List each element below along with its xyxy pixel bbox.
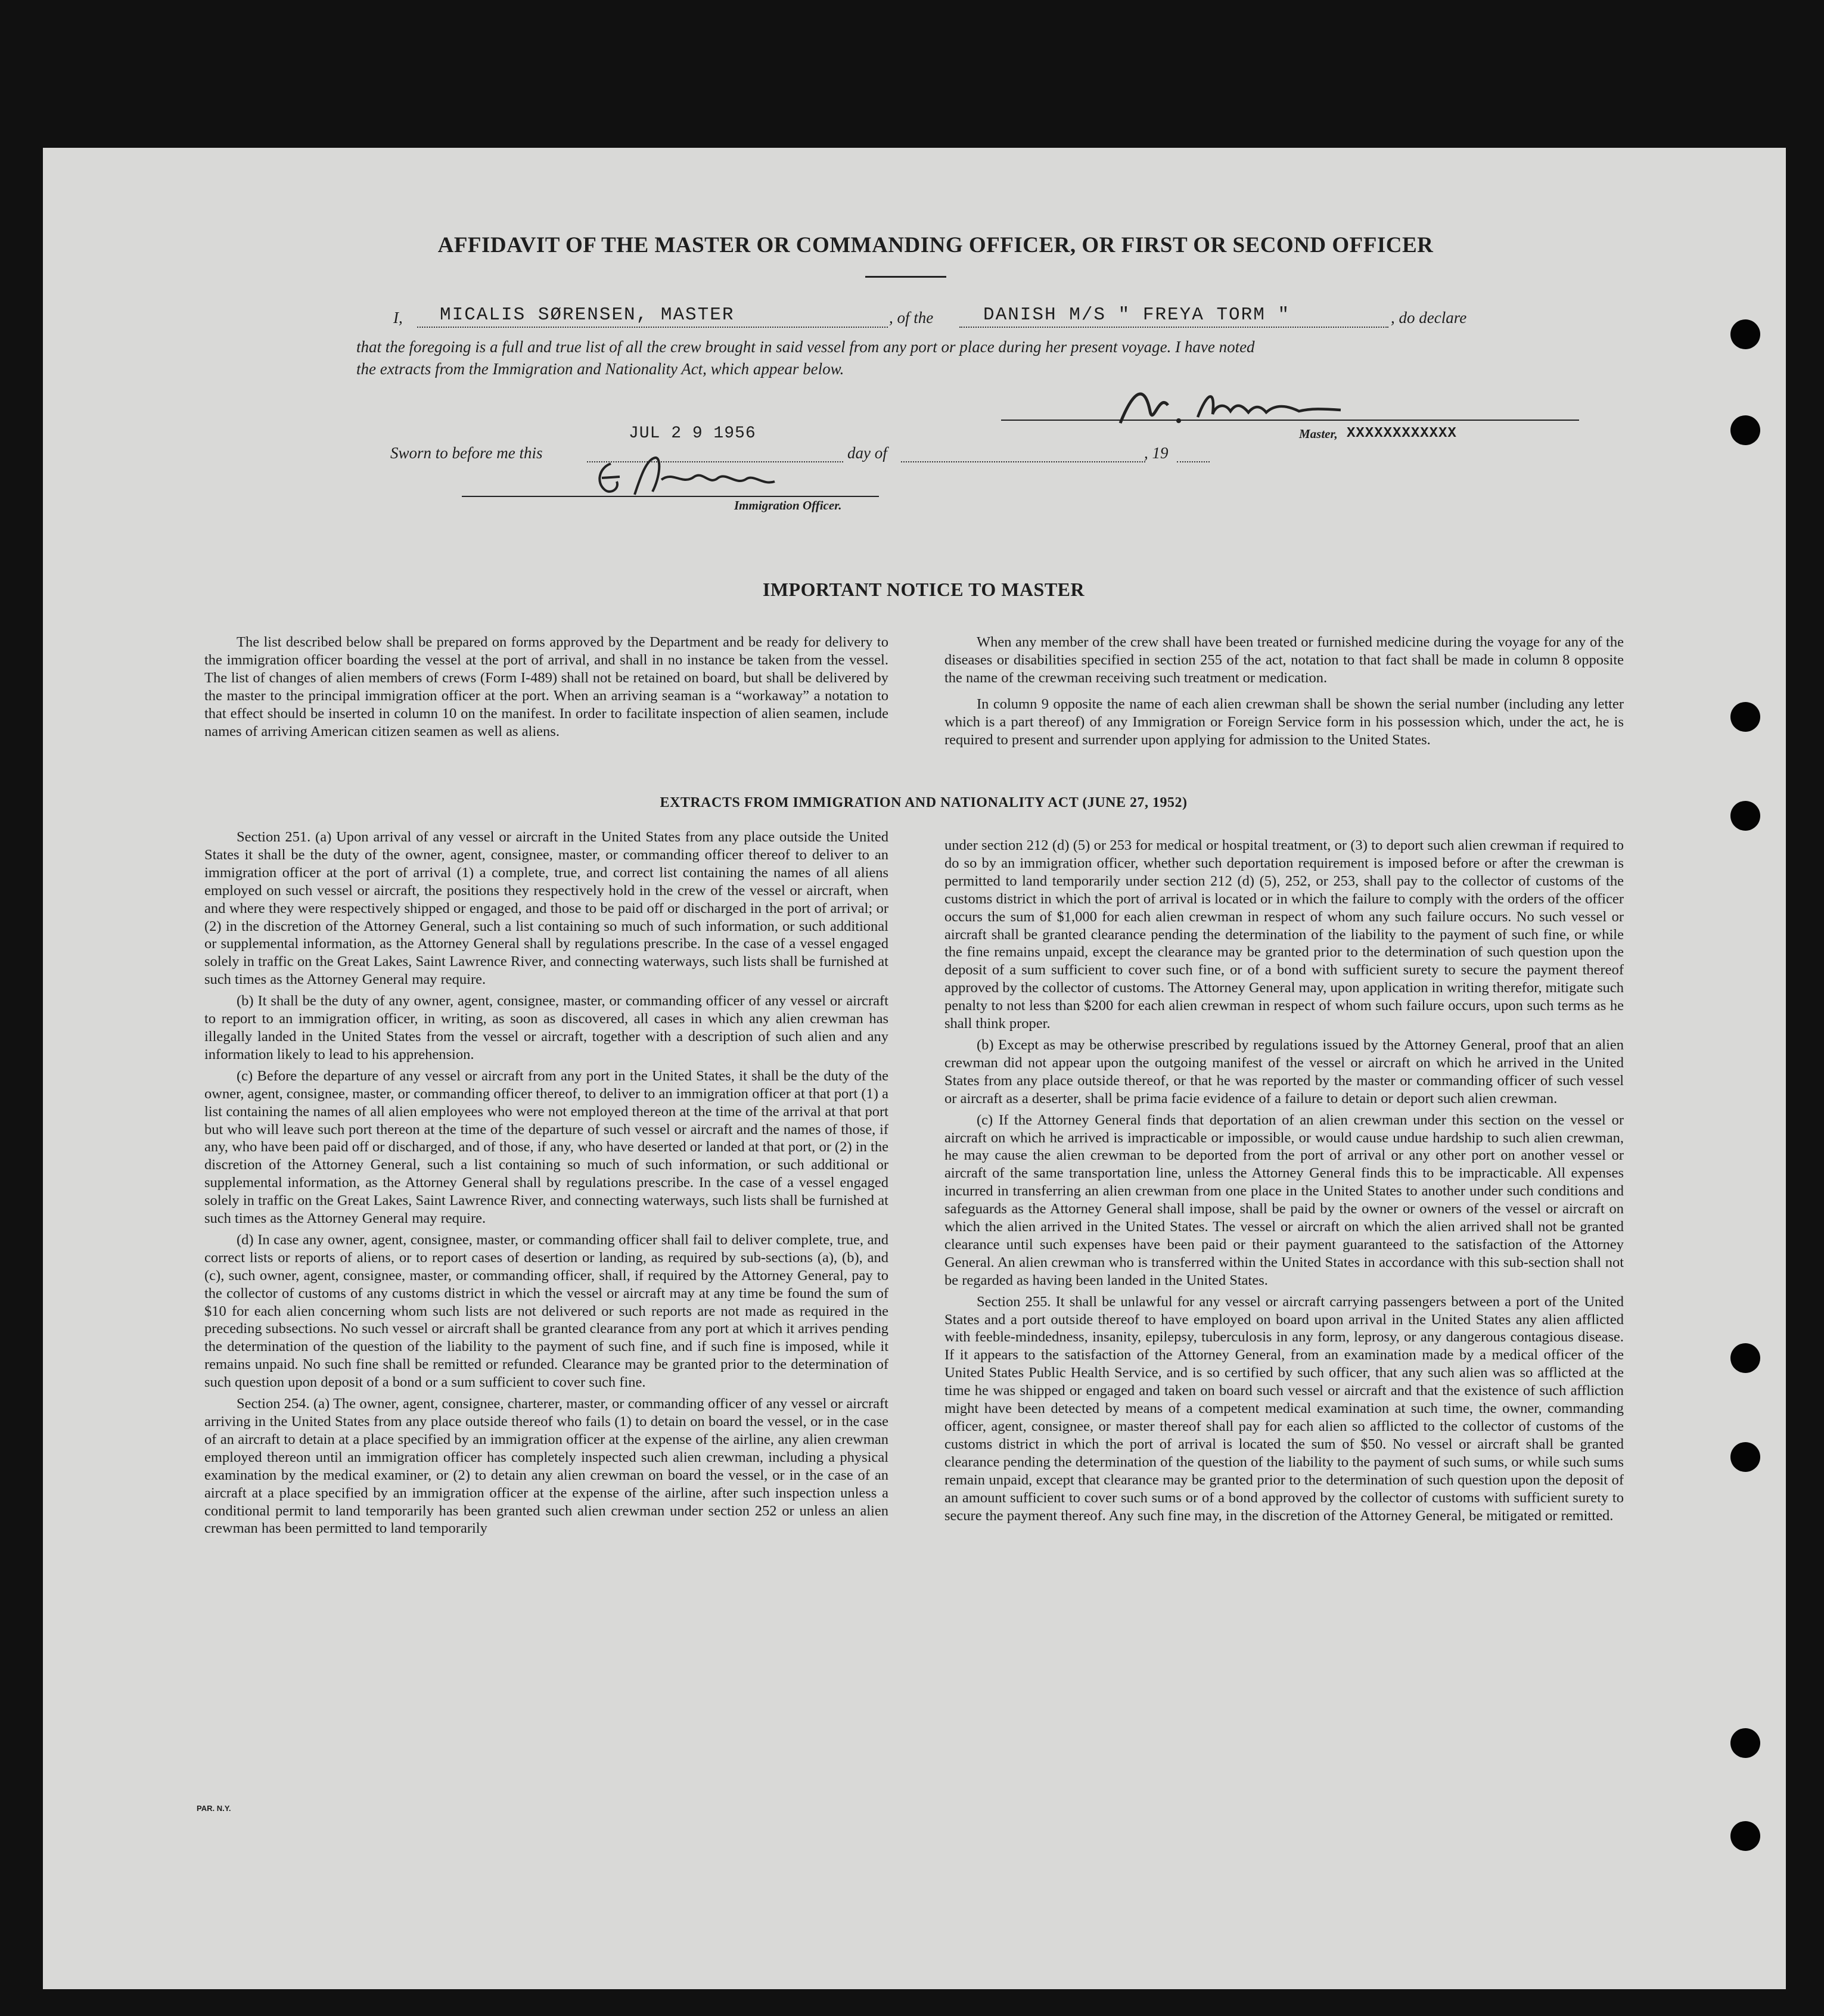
punch-hole (1730, 1343, 1760, 1373)
title-underline (865, 276, 946, 278)
punch-hole (1730, 1442, 1760, 1472)
punch-hole (1730, 1728, 1760, 1758)
punch-hole (1730, 1821, 1760, 1851)
punch-hole (1730, 319, 1760, 349)
notice-right-text-2: In column 9 opposite the name of each alien crewman shall be shown the serial number (including any letter which is a part thereof) of any Immigration or Foreign Service form in his possession which, under the act, he is required to present and surrender upon applying for admission to the United States. (944, 695, 1624, 748)
notice-left-column (204, 633, 888, 744)
section-251-a: Section 251. (a) Upon arrival of any vessel or aircraft in the United States from any place outside the United States it shall be the duty of the owner, agent, consignee, master, or commanding officer thereof to deliver to an immigration officer at the port of arrival (1) a complete, true, and correct list containing the names of all aliens employed on such vessel or aircraft, the positions they respectively hold in the crew of the vessel or aircraft, when and where they were respectively shipped or engaged, and those to be paid off or discharged in the port of arrival; or (2) in the discretion of the Attorney General, such a list containing so much of such information, or such additional or supplemental information, as the Attorney General shall by regulations prescribe. In the case of a vessel engaged solely in traffic on the Great Lakes, Saint Lawrence River, and connecting waterways, such lists shall be furnished at such times as the Attorney General may require. (204, 829, 888, 988)
section-254-a-continued: under section 212 (d) (5) or 253 for medical or hospital treatment, or (3) to deport such alien crewman if required to do so by an immigration officer, whether such deportation requirement is imposed before or after the crewman is permitted to land temporarily under section 212 (d) (5), 252, or 253, shall pay to the collector of customs of the customs district in which the port of arrival is located or in which the failure to comply with the orders of the officer occurs the sum of $1,000 for each alien crewman in respect of whom any such failure occurs. No such vessel or aircraft shall be granted clearance pending the determination of the liability to the payment of such fine, or while the fine remains unpaid, except the clearance may be granted prior to the determination of such question upon the deposit of a sum sufficient to cover such fine, or of a bond with sufficient surety to secure the payment thereof approved by the collector of customs. The Attorney General may, upon application in writing therefor, mitigate such penalty to not less than $200 for each alien crewman in respect of whom such failure occurs, upon such terms as he shall think proper. (944, 837, 1624, 1032)
punch-hole (1730, 702, 1760, 732)
vessel-name: DANISH M/S " FREYA TORM " (983, 305, 1291, 325)
section-251-b: (b) It shall be the duty of any owner, agent, consignee, master, or commanding officer of any vessel or aircraft to report to an immigration officer, in writing, as soon as discovered, all cases in which any alien crewman has illegally landed in the United States from the vessel or aircraft, together with a description of such alien and any information likely to lead to his apprehension. (204, 993, 888, 1063)
printer-mark: PAR. N.Y. (197, 1804, 231, 1813)
vessel-line (959, 327, 1388, 328)
officer-signature-line (462, 496, 879, 497)
master-label: Master, (1299, 427, 1338, 441)
affidavit-title: AFFIDAVIT OF THE MASTER OR COMMANDING OFFICER, OR FIRST OR SECOND OFFICER (437, 233, 1434, 257)
master-name: MICALIS SØRENSEN, MASTER (440, 305, 735, 325)
do-declare-label: , do declare (1391, 309, 1467, 327)
section-255: Section 255. It shall be unlawful for any vessel or aircraft carrying passengers between a port of the United States and a port outside thereof to have employed on board upon arrival in the United States any alien afflicted with feeble-mindedness, insanity, epilepsy, tuberculosis in any form, leprosy, or any dangerous contagious disease. If it appears to the satisfaction of the Attorney General, from an examination made by a medical officer of the United States Public Health Service, and is so certified by such officer, that any such alien was so afflicted at the time he was shipped or engaged and taken on board such vessel or aircraft and that the existence of such affliction might have been detected by means of a competent medical examination at such time, the owner, commanding officer, agent, consignee, or master thereof shall pay for each alien so afflicted to the collector of customs of the customs district in which the port of arrival is located the sum of $50. No vessel or aircraft shall be granted clearance pending the determination of the question of the liability to the payment of such sums, or while such sums remain unpaid, except that clearance may be granted prior to the determination of such question upon the deposit of an amount sufficient to cover such sums or of a bond approved by the collector of customs with sufficient surety to secure the payment thereof. Any such fine may, in the discretion of the Attorney General, be mitigated or remitted. (944, 1293, 1624, 1524)
sworn-label: Sworn to before me this (390, 444, 543, 462)
officer-label: Immigration Officer. (734, 498, 842, 512)
notice-right-text-1: When any member of the crew shall have been treated or furnished medicine during the voyage for any of the diseases or disabilities specified in section 255 of the act, notation to that fact shall be made in column 8 opposite the name of the crewman receiving such treatment or medication. (944, 634, 1624, 686)
punch-hole (1730, 415, 1760, 445)
section-254-b: (b) Except as may be otherwise prescribed by regulations issued by the Attorney General, proof that an alien crewman did not appear upon the outgoing manifest of the vessel or aircraft on which he arrived in the United States from any place outside thereof, or that he was reported by the master or commanding officer of such vessel or aircraft as a deserter, shall be prima facie evidence of a failure to detain or deport such alien crewman. (944, 1036, 1624, 1107)
extracts-right-column (944, 837, 1624, 1528)
affidavit-line-3: the extracts from the Immigration and Nationality Act, which appear below. (356, 360, 844, 378)
affidavit-i: I, (393, 309, 403, 327)
date-stamp: JUL 2 9 1956 (629, 424, 756, 443)
notice-right-column (944, 633, 1624, 752)
section-254-c: (c) If the Attorney General finds that deportation of an alien crewman under this section on the vessel or aircraft on which he arrived is impracticable or impossible, or would cause undue hardship to such alien crewman, he may cause the alien crewman to be deported from the port of arrival or any other port on another vessel or aircraft of the same transportation line, unless the Attorney General finds this to be impracticable. All expenses incurred in transferring an alien crewman from one place in the United States to another under such conditions and safeguards as the Attorney General shall impose, shall be paid by the owner or owners of the vessel or aircraft on which the alien arrived in the United States. The vessel or aircraft on which the alien arrived shall not be granted clearance until such expenses have been paid or their payment guaranteed to the satisfaction of the Attorney General. An alien crewman who is transferred within the United States in accordance with this sub-section shall not be regarded as having been landed in the United States. (944, 1111, 1624, 1288)
section-251-d: (d) In case any owner, agent, consignee, master, or commanding officer shall fail to deliver complete, true, and correct lists or reports of aliens, or to report cases of desertion or landing, as required by sub-sections (a), (b), and (c), such owner, agent, consignee, master, or commanding officer, shall, if required by the Attorney General, pay to the collector of customs of any customs district in which the vessel or aircraft may at any time be found the sum of $10 for each alien concerning whom such lists are not delivered or such reports are not made as required in the preceding subsections. No such vessel or aircraft shall be granted clearance from any port at which it arrives pending the determination of the question of the liability to the payment of such fine, and if such fine is imposed, while it remains unpaid. No such fine shall be remitted or refunded. Clearance may be granted prior to the determination of such question upon deposit of a bond or a sum sufficient to cover such fine. (204, 1231, 888, 1391)
punch-hole (1730, 801, 1760, 831)
extracts-left-column (204, 828, 888, 1541)
affidavit-line-2: that the foregoing is a full and true list of all the crew brought in said vessel from any port or place during her present voyage. I have noted (356, 338, 1255, 356)
day-of-label: day of (847, 444, 887, 462)
notice-left-text: The list described below shall be prepared on forms approved by the Department and be ready for delivery to the immigration officer boarding the vessel at the port of arrival, and shall in no instance be taken from the vessel. The list of changes of alien members of crews (Form I-489) shall not be retained on board, but shall be delivered by the master to the principal immigration officer at the port. When an arriving seaman is a “workaway” a notation to that effect should be inserted in column 10 on the manifest. In order to facilitate inspection of alien seamen, include names of arriving American citizen seamen as well as aliens. (204, 634, 888, 740)
section-251-c: (c) Before the departure of any vessel or aircraft from any port in the United States, it shall be the duty of the owner, agent, consignee, master, or commanding officer thereof, to deliver to an immigration officer at that port (1) a list containing the names of all alien employees who were not employed thereon at the time of the arrival at that port but who will leave such port thereon at the time of the departure of such vessel or aircraft and the names of those, if any, who have been paid off or discharged, and of those, if any, who have deserted or landed at that port, or (2) in the discretion of the Attorney General, such a list containing so much of such information, or such additional or supplemental information, as the Attorney General shall by regulations prescribe. In the case of a vessel engaged solely in traffic on the Great Lakes, Saint Lawrence River, and connecting waterways, such lists shall be furnished at such times as the Attorney General may require. (204, 1067, 888, 1227)
master-signature-line (1001, 420, 1579, 421)
extracts-heading: EXTRACTS FROM IMMIGRATION AND NATIONALITY ACT (JUNE 27, 1952) (660, 795, 1188, 810)
master-title-struck: XXXXXXXXXXXX (1347, 425, 1457, 442)
of-the-label: , of the (889, 309, 934, 327)
month-line (901, 461, 1145, 462)
year-label: , 19 (1144, 444, 1169, 462)
year-line (1177, 461, 1210, 462)
notice-heading: IMPORTANT NOTICE TO MASTER (762, 579, 1085, 600)
name-line (417, 327, 888, 328)
section-254-a: Section 254. (a) The owner, agent, consignee, charterer, master, or commanding officer of any vessel or aircraft arriving in the United States from any place outside thereof who fails (1) to detain on board the vessel, or in the case of an aircraft to detain at a place specified by an immigration officer at the expense of the airline, any alien crewman employed thereon until an immigration officer has completely inspected such alien crewman, including a physical examination by the medical examiner, or (2) to detain any alien crewman on board the vessel, or in the case of an aircraft at a place specified by an immigration officer at the expense of the airline, after such inspection unless a conditional permit to land temporarily has been granted such alien crewman under section 252 or unless an alien crewman has been permitted to land temporarily (204, 1396, 888, 1537)
